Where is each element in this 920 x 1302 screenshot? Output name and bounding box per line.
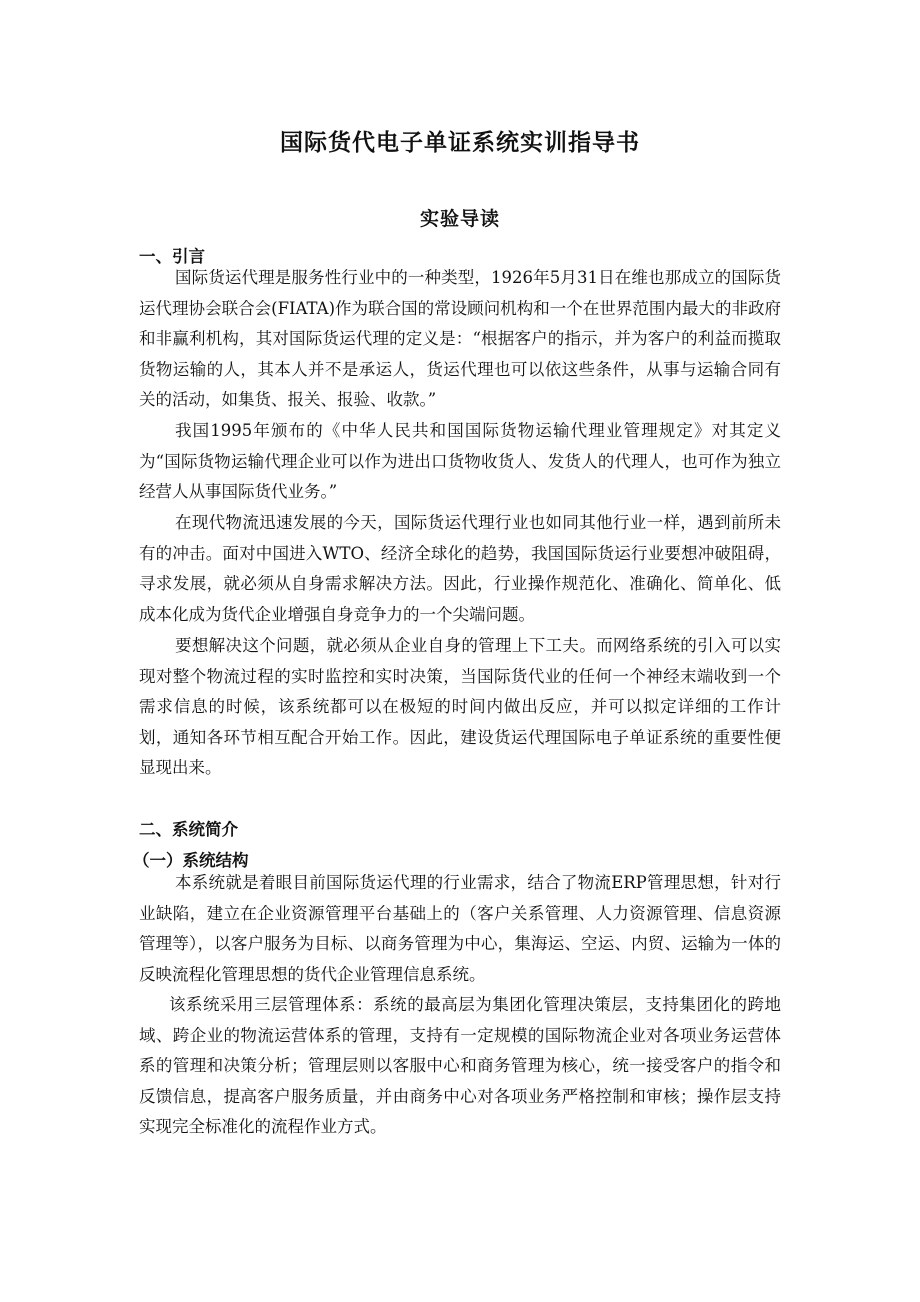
section-heading-overview: 二、系统简介 xyxy=(139,820,238,839)
paragraph-fiata-definition: 国际货运代理是服务性行业中的一种类型，1926年5月31日在维也那成立的国际货运代理协会联合会(FIATA)作为联合国的常设顾问机构和一个在世界范围内最大的非政府和非赢利机构，其对国际货运代理的定义是：“根据客户的指示，并为客户的利益而揽取货物运输的人，其本人并不是承运人，货运代理也可以依这些条件，从事与运输合同有关的活动，如集货、报关、报验、收款。” xyxy=(139,268,781,410)
paragraph-industry-challenge: 在现代物流迅速发展的今天，国际货运代理行业也如同其他行业一样，遇到前所未有的冲击。面对中国进入WTO、经济全球化的趋势，我国国际货运行业要想冲破阻碍，寻求发展，就必须从自身需求解决方法。因此，行业操作规范化、准确化、简单化、低成本化成为货代企业增强自身竞争力的一个尖端问题。 xyxy=(139,513,781,624)
document-subtitle: 实验导读 xyxy=(419,208,500,230)
paragraph-china-regulation: 我国1995年颁布的《中华人民共和国国际货物运输代理业管理规定》对其定义为“国际货物运输代理企业可以作为进出口货物收货人、发货人的代理人，也可作为独立经营人从事国际货代业务。” xyxy=(139,421,781,502)
paragraph-system-structure: 本系统就是着眼目前国际货运代理的行业需求，结合了物流ERP管理思想，针对行业缺陷，建立在企业资源管理平台基础上的（客户关系管理、人力资源管理、信息资源管理等），以客户服务为目标、以商务管理为中心，集海运、空运、内贸、运输为一体的反映流程化管理思想的货代企业管理信息系统。 xyxy=(139,873,781,984)
paragraph-three-tier: 该系统采用三层管理体系：系统的最高层为集团化管理决策层，支持集团化的跨地域、跨企业的物流运营体系的管理，支持有一定规模的国际物流企业对各项业务运营体系的管理和决策分析；管理层则以客服中心和商务管理为核心，统一接受客户的指令和反馈信息，提高客户服务质量，并由商务中心对各项业务严格控制和审核；操作层支持实现完全标准化的流程作业方式。 xyxy=(139,995,781,1137)
section-heading-intro: 一、引言 xyxy=(139,247,205,266)
document-title: 国际货代电子单证系统实训指导书 xyxy=(280,130,640,156)
paragraph-network-system: 要想解决这个问题，就必须从企业自身的管理上下工夫。而网络系统的引入可以实现对整个物流过程的实时监控和实时决策，当国际货代业的任何一个神经末端收到一个需求信息的时候，该系统都可以在极短的时间内做出反应，并可以拟定详细的工作计划，通知各环节相互配合开始工作。因此，建设货运代理国际电子单证系统的重要性便显现出来。 xyxy=(139,636,781,778)
subsection-heading-structure: （一）系统结构 xyxy=(133,851,249,870)
